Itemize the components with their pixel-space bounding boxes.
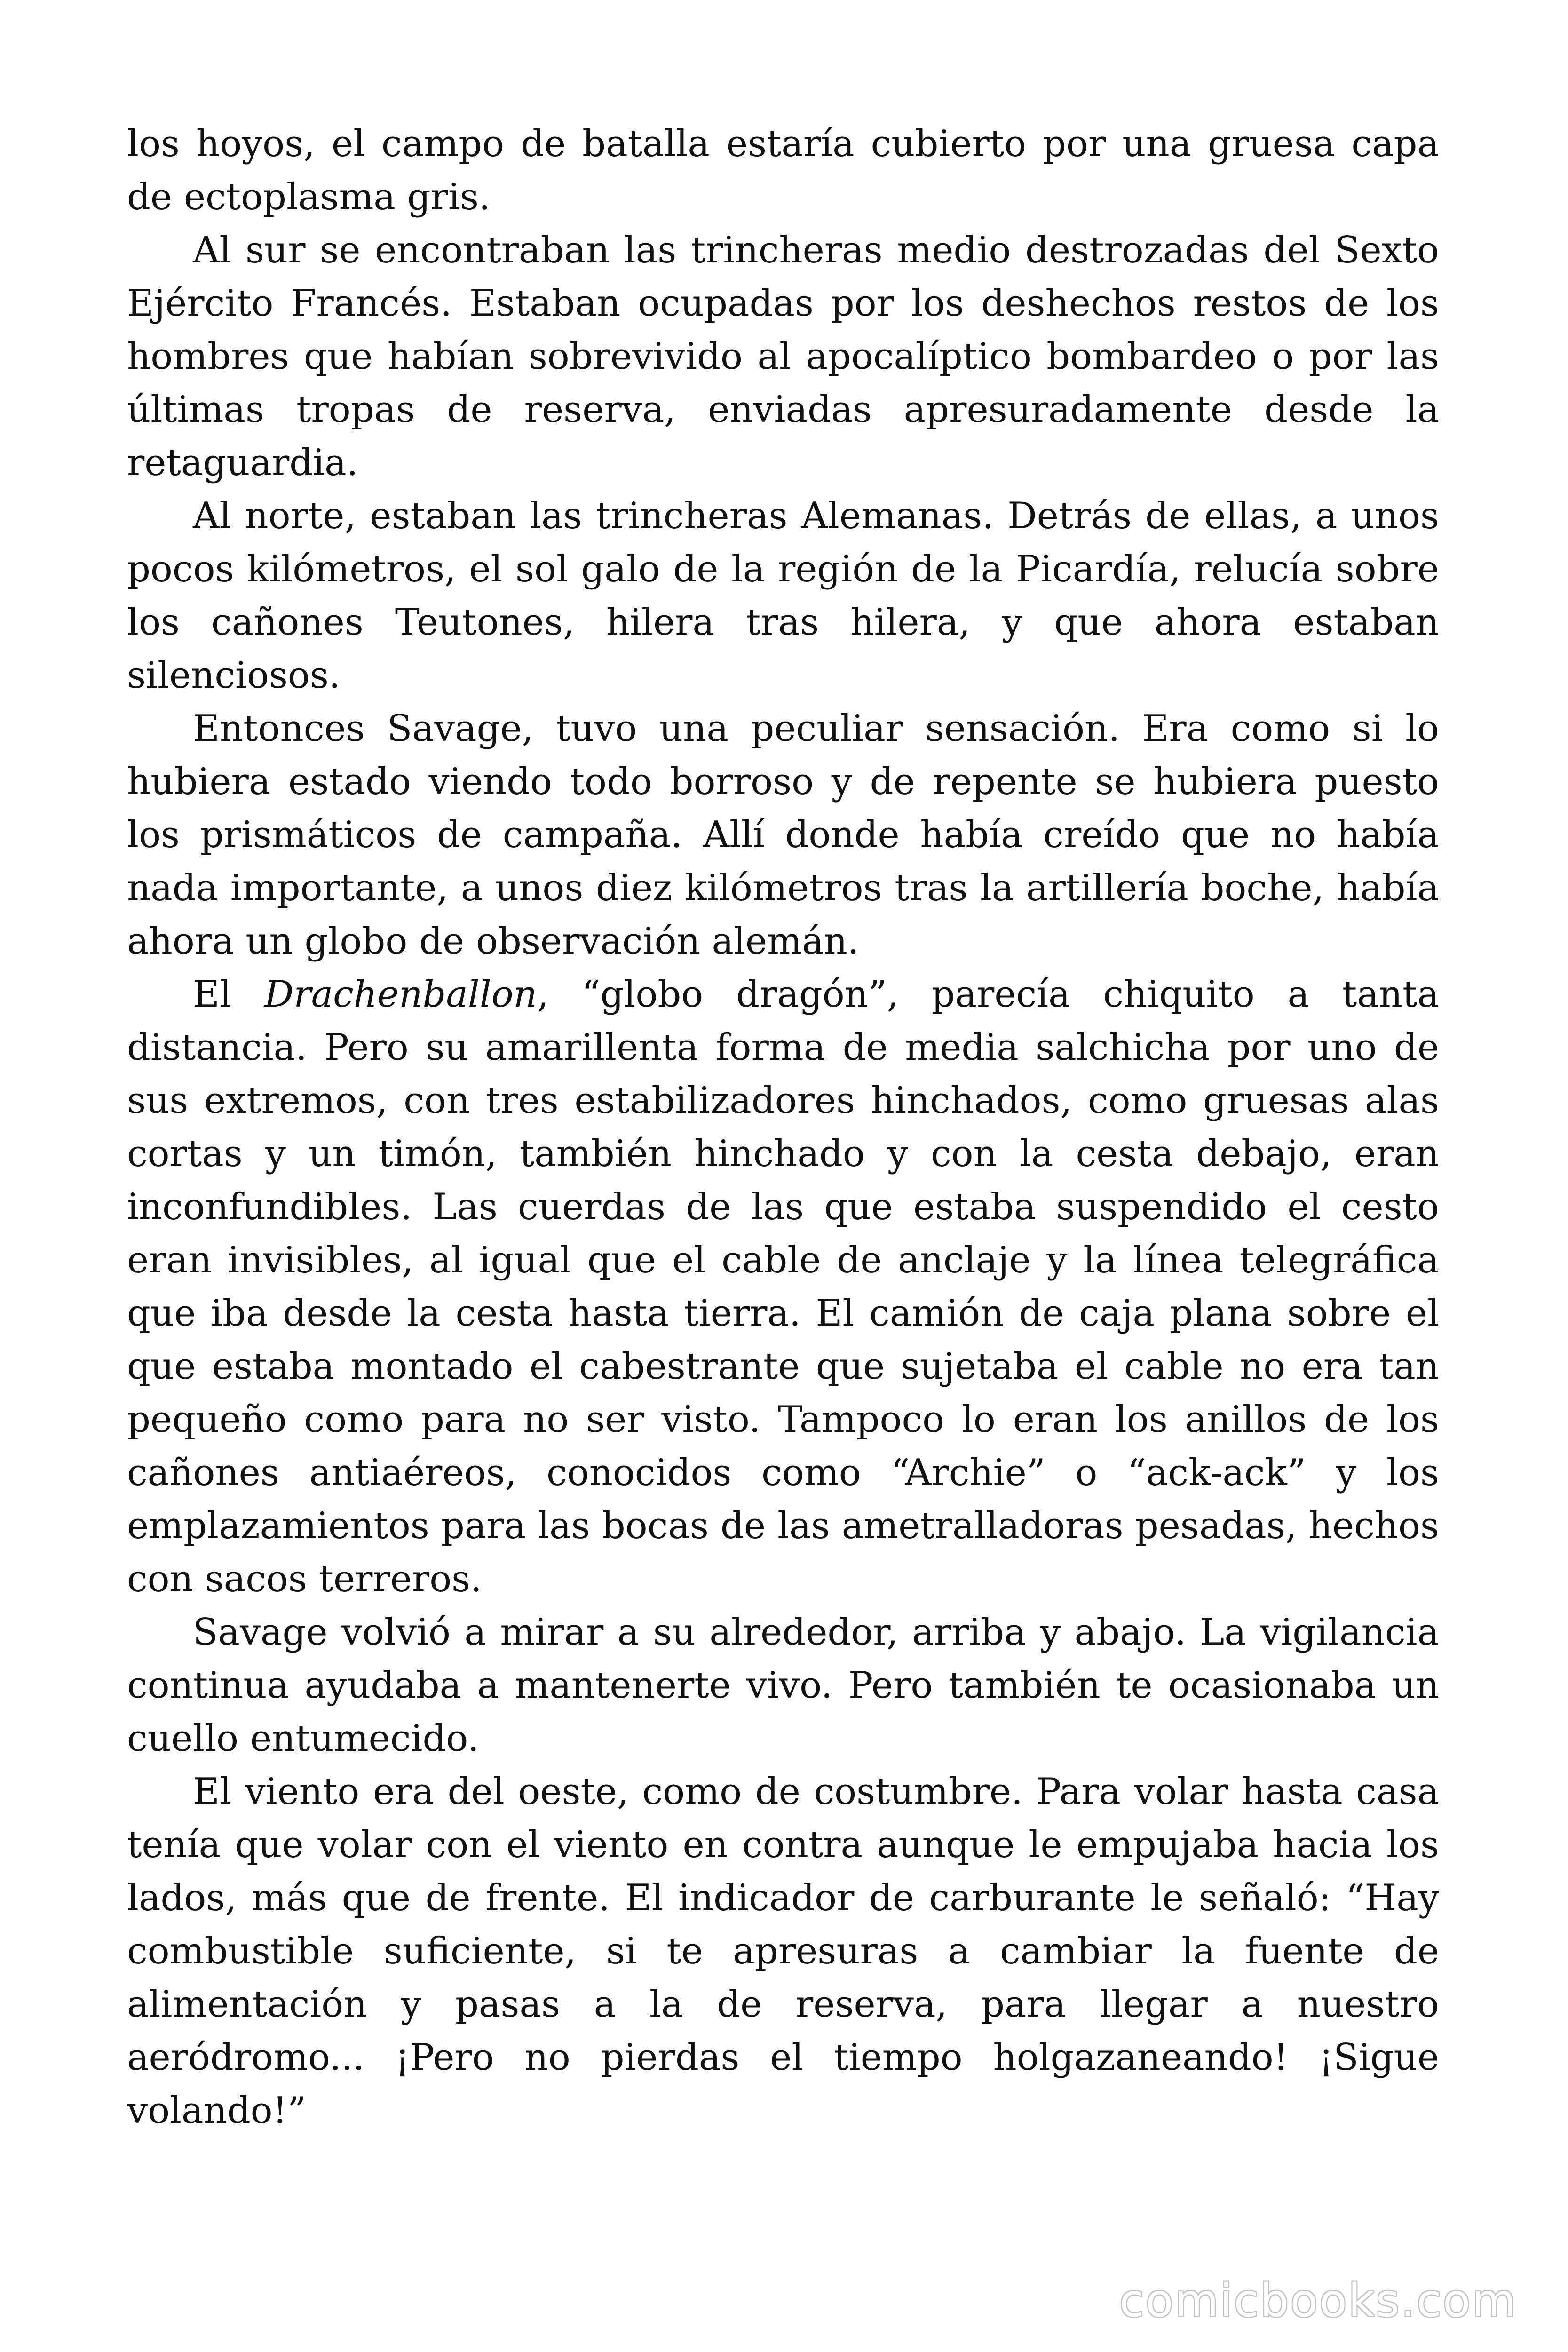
paragraph-savage-sensation: Entonces Savage, tuvo una peculiar sensación. Era como si lo hubiera estado viendo todo borroso y de repente se hubiera puesto los prismáticos de campaña. Allí donde había creído que no había nada importante, a unos diez kilómetros tras la artillería boche, había ahora un globo de observación alemán.: [127, 707, 1439, 962]
paragraph-drachenballon: [127, 968, 1439, 1606]
paragraph-rest: , “globo dragón”, parecía chiquito a tanta distancia. Pero su amarillenta forma de media salchicha por uno de sus extremos, con tres estabilizadores hinchados, como gruesas alas cortas y un timón, también hinchado y con la cesta debajo, eran inconfundibles. Las cuerdas de las que estaba suspendido el cesto eran invisibles, al igual que el cable de anclaje y la línea telegráfica que iba desde la cesta hasta tierra. El camión de caja plana sobre el que estaba montado el cabestrante que sujetaba el cable no era tan pequeño como para no ser visto. Tampoco lo eran los anillos de los cañones antiaéreos, conocidos como “Archie” o “ack-ack” y los emplazamientos para las bocas de las ametralladoras pesadas, hechos con sacos terreros.: [127, 973, 1439, 1600]
italic-term: Drachenballon: [264, 973, 537, 1016]
page-body: [127, 118, 1439, 2137]
paragraph-continuation: los hoyos, el campo de batalla estaría cubierto por una gruesa capa de ectoplasma gris.: [127, 123, 1439, 218]
paragraph-vigilance: Savage volvió a mirar a su alrededor, arriba y abajo. La vigilancia continua ayudaba a mantenerte vivo. Pero también te ocasionaba un cuello entumecido.: [127, 1611, 1439, 1760]
paragraph-north-trenches: Al norte, estaban las trincheras Alemanas. Detrás de ellas, a unos pocos kilómetros, el sol galo de la región de la Picardía, relucía sobre los cañones Teutones, hilera tras hilera, y que ahora estaban silenciosos.: [127, 495, 1439, 697]
paragraph-lead: El: [193, 973, 264, 1016]
paragraph-south-trenches: Al sur se encontraban las trincheras medio destrozadas del Sexto Ejército Francés. Estaban ocupadas por los deshechos restos de los hombres que habían sobrevivido al apocalíptico bombardeo o por las últimas tropas de reserva, enviadas apresuradamente desde la retaguardia.: [127, 229, 1439, 484]
watermark-logo: comicbooks.com: [1119, 2274, 1517, 2327]
paragraph-wind: El viento era del oeste, como de costumbre. Para volar hasta casa tenía que volar con el viento en contra aunque le empujaba hacia los lados, más que de frente. El indicador de carburante le señaló: “Hay combustible suficiente, si te apresuras a cambiar la fuente de alimentación y pasas a la de reserva, para llegar a nuestro aeródromo... ¡Pero no pierdas el tiempo holgazaneando! ¡Sigue volando!”: [127, 1771, 1439, 2132]
